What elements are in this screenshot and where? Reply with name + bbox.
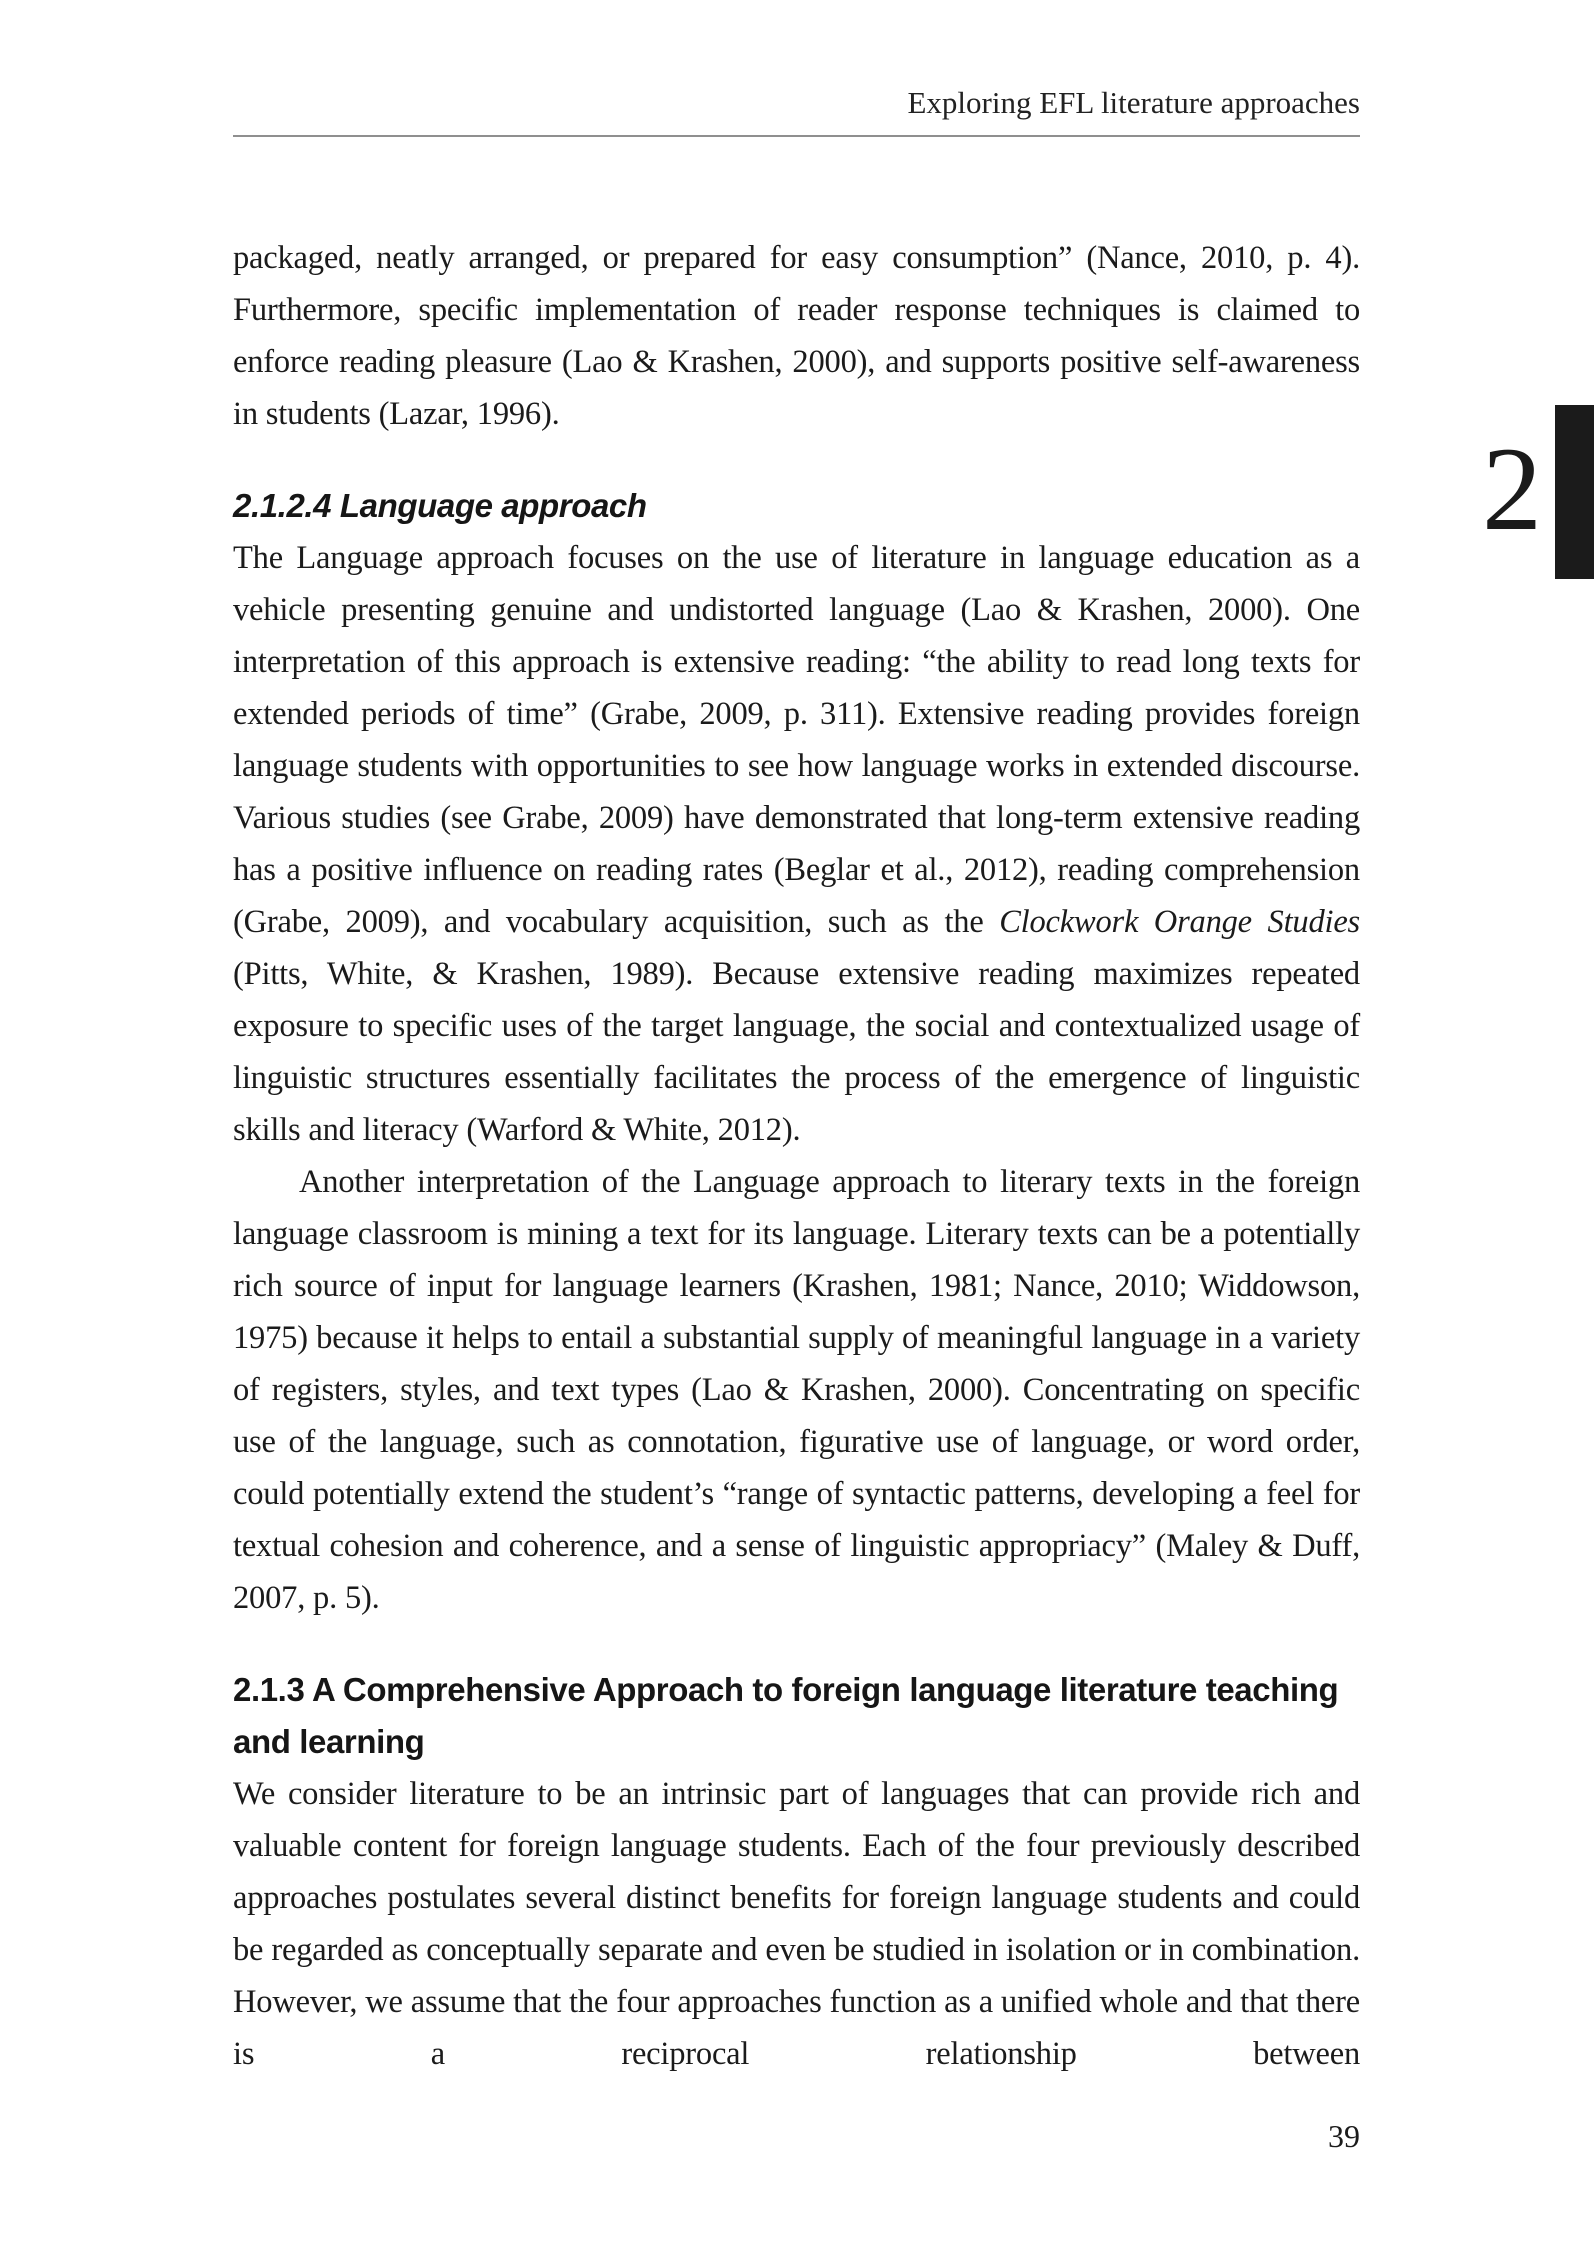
section-heading-comprehensive-approach-line-1: 2.1.3 A Comprehensive Approach to foreign language literature teaching [233,1671,1339,1708]
paragraph-language-approach-text-1: The Language approach focuses on the use of literature in language education as a vehicle presenting genuine and undistorted language (Lao & Krashen, 2000). One interpretation of this approach is extensive reading: “the ability to read long texts for extended periods of time” (Grabe, 2009, p. 311). Extensive reading provides foreign language students with opportunities to see how language works in extended discourse. Various studies (see Grabe, 2009) have demonstrated that long-term extensive reading has a positive influence on reading rates (Beglar et al., 2012), reading comprehension (Grabe, 2009), and vocabulary acquisition, such as the [233,540,1360,940]
running-header: Exploring EFL literature approaches [907,85,1360,120]
chapter-tab-bar [1555,405,1594,579]
italic-clockwork-orange-studies: Clockwork Orange Studies [999,904,1360,940]
chapter-tab-number: 2 [1482,422,1542,555]
paragraph-comprehensive-approach: We consider literature to be an intrinsic part of languages that can provide rich and valuable content for foreign language students. Each of the four previously described approaches postulates several distinct benefits for foreign language students and could be regarded as conceptually separate and even be studied in isolation or in combination. However, we assume that the four approaches function as a unified whole and that there is a reciprocal relationship between [233,1776,1360,2072]
header-rule [233,135,1360,137]
section-heading-comprehensive-approach [233,1664,1360,1768]
paragraph-language-approach [233,532,1360,1156]
section-heading-language-approach: 2.1.2.4 Language approach [233,487,647,524]
paragraph-another-interpretation: Another interpretation of the Language approach to literary texts in the foreign language classroom is mining a text for its language. Literary texts can be a potentially rich source of input for language learners (Krashen, 1981; Nance, 2010; Widdowson, 1975) because it helps to entail a substantial supply of meaningful language in a variety of registers, styles, and text types (Lao & Krashen, 2000). Concentrating on specific use of the language, such as connotation, figurative use of language, or word order, could potentially extend the student’s “range of syntactic patterns, developing a feel for textual cohesion and coherence, and a sense of linguistic appropriacy” (Maley & Duff, 2007, p. 5). [233,1164,1360,1616]
paragraph-reader-response: packaged, neatly arranged, or prepared for easy consumption” (Nance, 2010, p. 4). Furthermore, specific implementation of reader response techniques is claimed to enforce reading pleasure (Lao & Krashen, 2000), and supports positive self-awareness in students (Lazar, 1996). [233,240,1360,432]
paragraph-language-approach-text-2: (Pitts, White, & Krashen, 1989). Because extensive reading maximizes repeated exposure to specific uses of the target language, the social and contextualized usage of linguistic structures essentially facilitates the process of the emergence of linguistic skills and literacy (Warford & White, 2012). [233,956,1360,1148]
section-heading-comprehensive-approach-line-2: and learning [233,1723,425,1760]
body-text-block [233,232,1360,2080]
page-number: 39 [1328,2118,1360,2154]
